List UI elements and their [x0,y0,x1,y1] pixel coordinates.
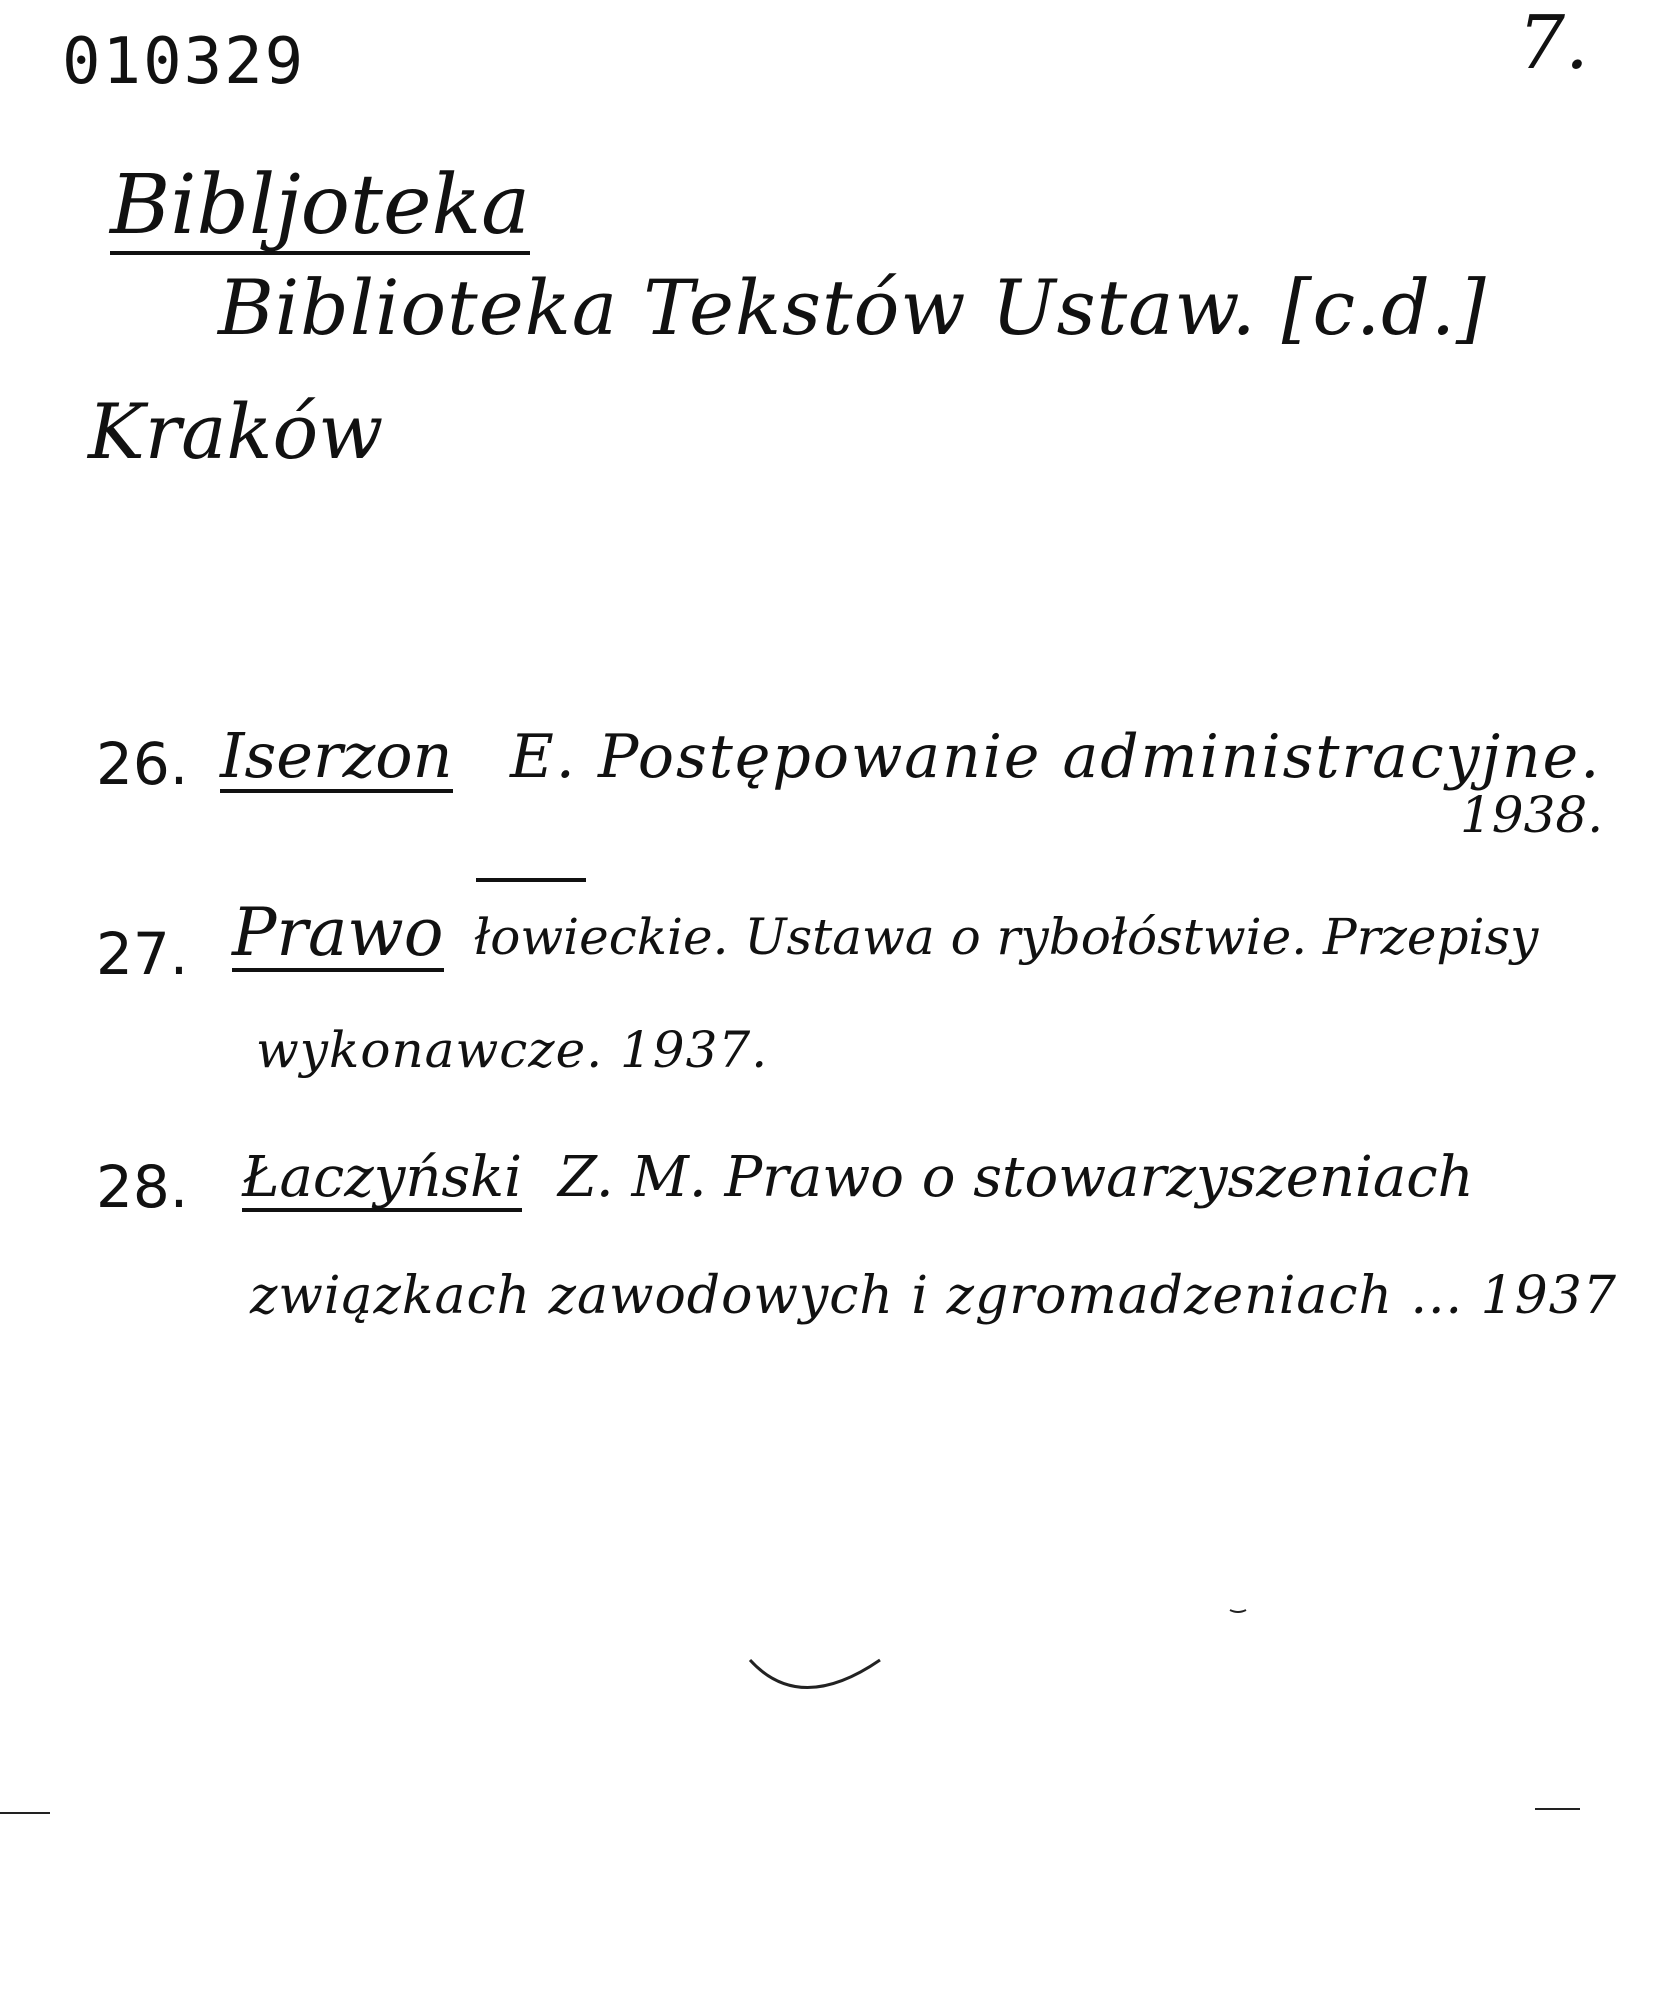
entry-author: Iserzon [220,719,453,792]
entry-title-continued: wykonawcze. 1937. [256,1021,769,1079]
entry-author: Prawo [232,894,444,971]
entry-title-continued: związkach zawodowych i zgromadzeniach ... 1937 [250,1266,1617,1326]
margin-tick [0,1808,60,1818]
catalog-number: 010329 [62,25,306,99]
entry-number: 26. [96,730,189,798]
entry-title: E. Postępowanie administracyjne. [510,722,1602,792]
entry-number: 28. [96,1153,189,1221]
card-place: Kraków [88,387,384,476]
card-heading: Bibljoteka [110,158,531,253]
entry-title: łowieckie. Ustawa o rybołóstwie. Przepisy [474,908,1539,966]
overline-mark [476,878,586,882]
margin-tick [1535,1804,1585,1814]
entry-year: 1938. [1460,786,1604,844]
entry-number: 27. [96,920,189,988]
entry-author: Łaczyński [242,1145,522,1210]
punch-hole-arc [740,1640,890,1720]
card-subtitle: Biblioteka Tekstów Ustaw. [c.d.] [218,263,1487,352]
sheet-number: 7. [1518,0,1589,86]
ink-dot [1228,1606,1248,1616]
entry-title: Z. M. Prawo o stowarzyszeniach [558,1145,1474,1210]
